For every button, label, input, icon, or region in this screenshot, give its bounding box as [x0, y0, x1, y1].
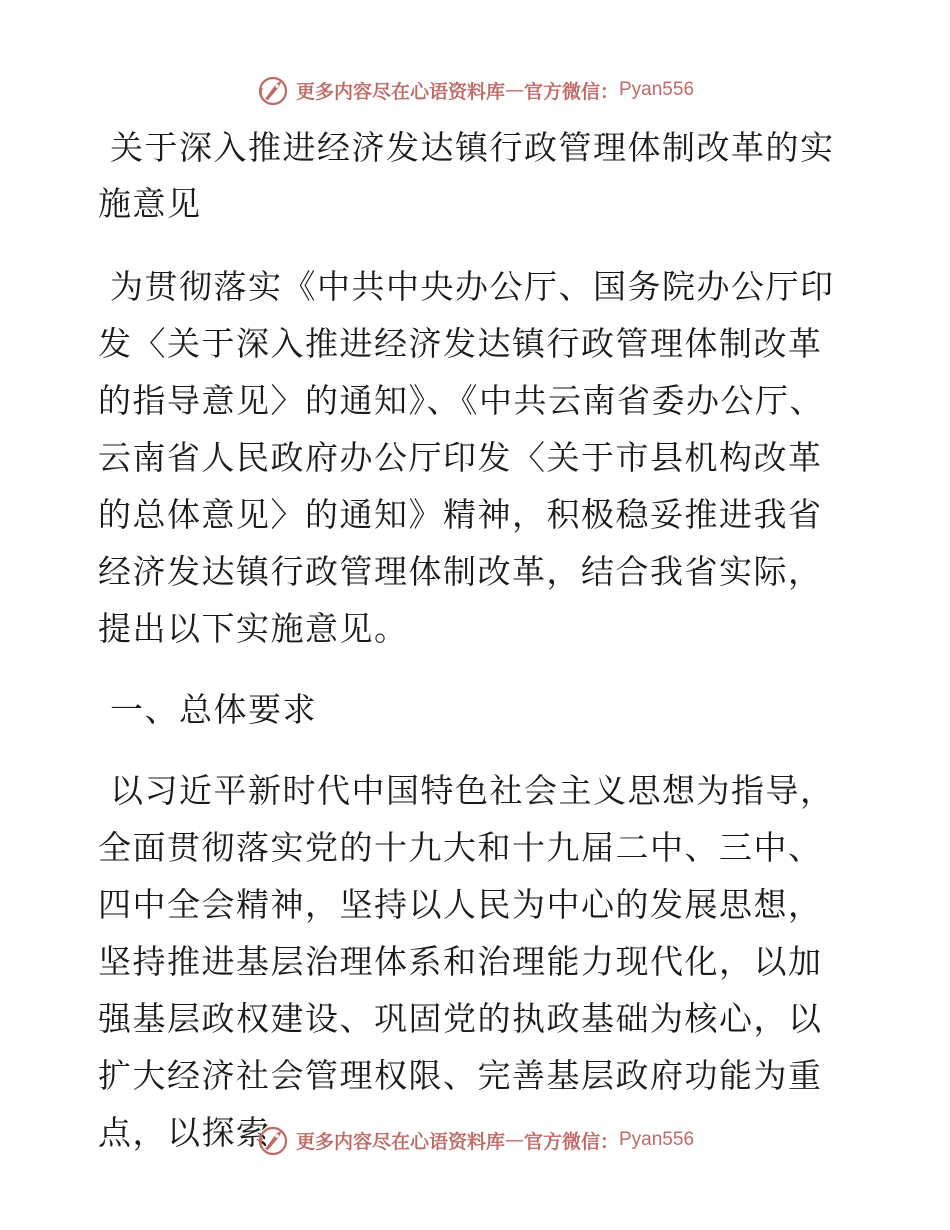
- watermark-separator: —: [504, 79, 524, 101]
- watermark-official-label: 官方微信：: [523, 1130, 619, 1153]
- document-title: 关于深入推进经济发达镇行政管理体制改革的实施意见: [98, 128, 835, 223]
- pen-nib-circle-icon: [256, 1123, 290, 1157]
- intro-paragraph: 为贯彻落实《中共中央办公厅、国务院办公厅印发〈关于深入推进经济发达镇行政管理体制改革的指导意见〉的通知》、《中共云南省委办公厅、云南省人民政府办公厅印发〈关于市县机构改革的总体意见〉的通知》精神，积极稳妥推进我省经济发达镇行政管理体制改革，结合我省实际，提出以下实施意见。: [98, 267, 835, 648]
- watermark-prefix: 更多内容尽在心语资料库: [295, 1130, 505, 1153]
- watermark-separator: —: [504, 1129, 524, 1151]
- section-paragraph: 以习近平新时代中国特色社会主义思想为指导，全面贯彻落实党的十九大和十九届二中、三中、四中全会精神，坚持以人民为中心的发展思想，坚持推进基层治理体系和治理能力现代化，以加强基层政权建设、巩固党的执政基础为核心，以扩大经济社会管理权限、完善基层政府功能为重点，以探索: [98, 771, 835, 1152]
- watermark-official-label: 官方微信：: [523, 80, 619, 103]
- watermark-wechat-id: Pyan556: [619, 1129, 695, 1150]
- watermark-banner-bottom: [0, 1120, 950, 1160]
- section-heading: 一、总体要求: [110, 690, 317, 729]
- document-body: [98, 120, 850, 1161]
- watermark-prefix: 更多内容尽在心语资料库: [295, 80, 505, 103]
- watermark-banner-top: [0, 70, 950, 110]
- pen-nib-circle-icon: [256, 73, 290, 107]
- watermark-wechat-id: Pyan556: [619, 79, 695, 100]
